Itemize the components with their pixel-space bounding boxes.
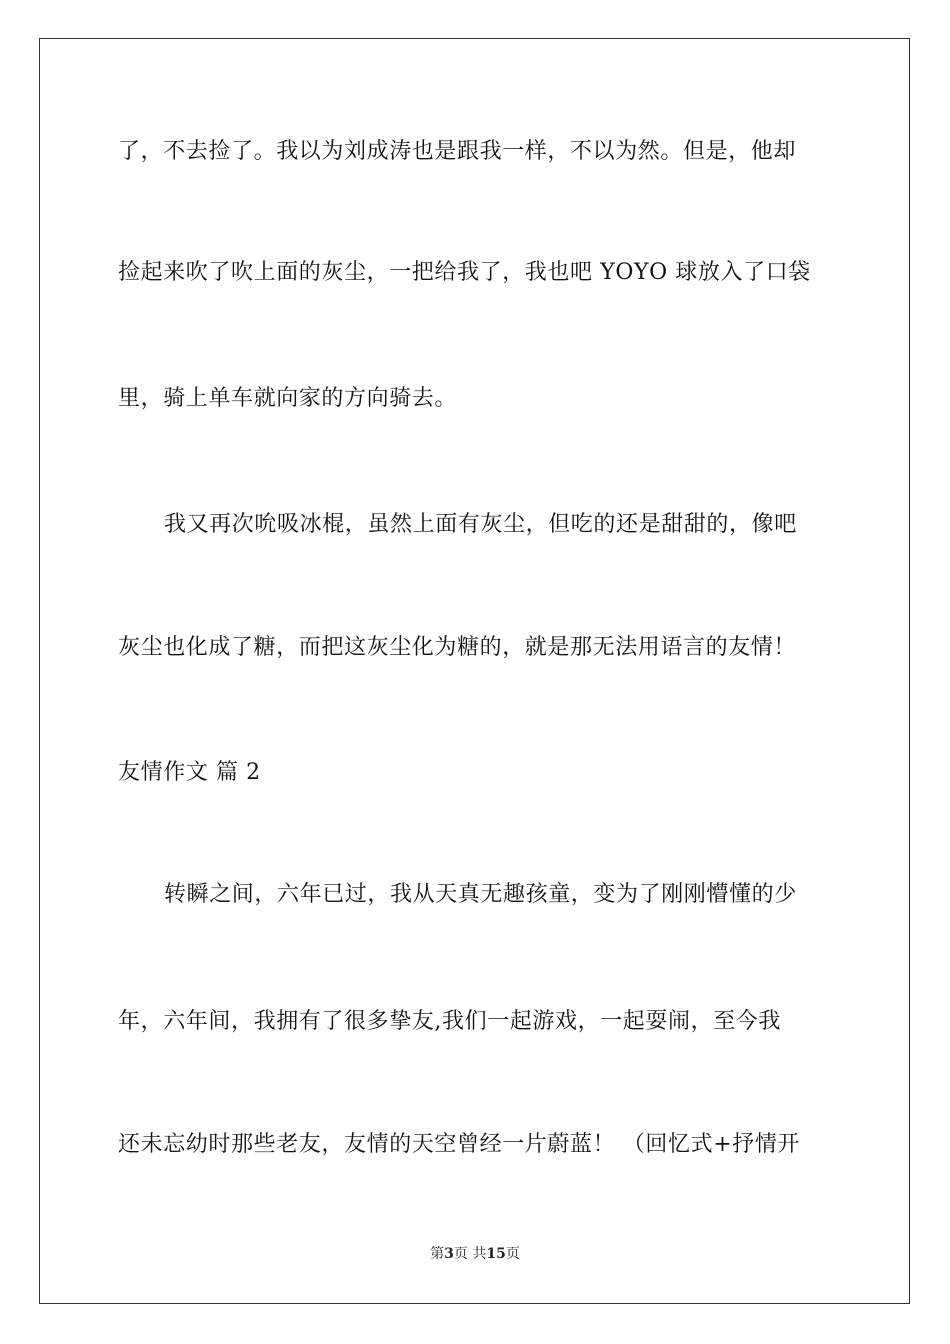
paragraph-line: 捡起来吹了吹上面的灰尘，一把给我了，我也吧 YOYO 球放入了口袋 xyxy=(118,260,811,285)
paragraph-line: 灰尘也化成了糖，而把这灰尘化为糖的，就是那无法用语言的友情！ xyxy=(118,635,797,660)
paragraph-line: 还未忘幼时那些老友，友情的天空曾经一片蔚蓝！ （回忆式+抒情开 xyxy=(118,1132,801,1157)
paragraph-line: 我又再次吮吸冰棍，虽然上面有灰尘，但吃的还是甜甜的，像吧 xyxy=(164,512,797,537)
footer-prefix: 第 xyxy=(430,1246,445,1262)
paragraph-line: 了，不去捡了。我以为刘成涛也是跟我一样，不以为然。但是，他却 xyxy=(118,139,797,164)
footer-total-pages: 15 xyxy=(486,1246,506,1262)
section-heading: 友情作文 篇 2 xyxy=(118,760,261,785)
paragraph-line: 年，六年间，我拥有了很多挚友,我们一起游戏，一起耍闹，至今我 xyxy=(118,1009,781,1034)
footer-suffix: 页 xyxy=(505,1246,520,1262)
footer-page-number: 3 xyxy=(444,1246,454,1262)
footer-mid: 页 共 xyxy=(453,1246,487,1262)
paragraph-line: 里，骑上单车就向家的方向骑去。 xyxy=(118,386,458,411)
page-border xyxy=(39,38,910,1304)
paragraph-line: 转瞬之间，六年已过，我从天真无趣孩童，变为了刚刚懵懂的少 xyxy=(164,882,797,907)
page-footer xyxy=(0,1244,950,1264)
